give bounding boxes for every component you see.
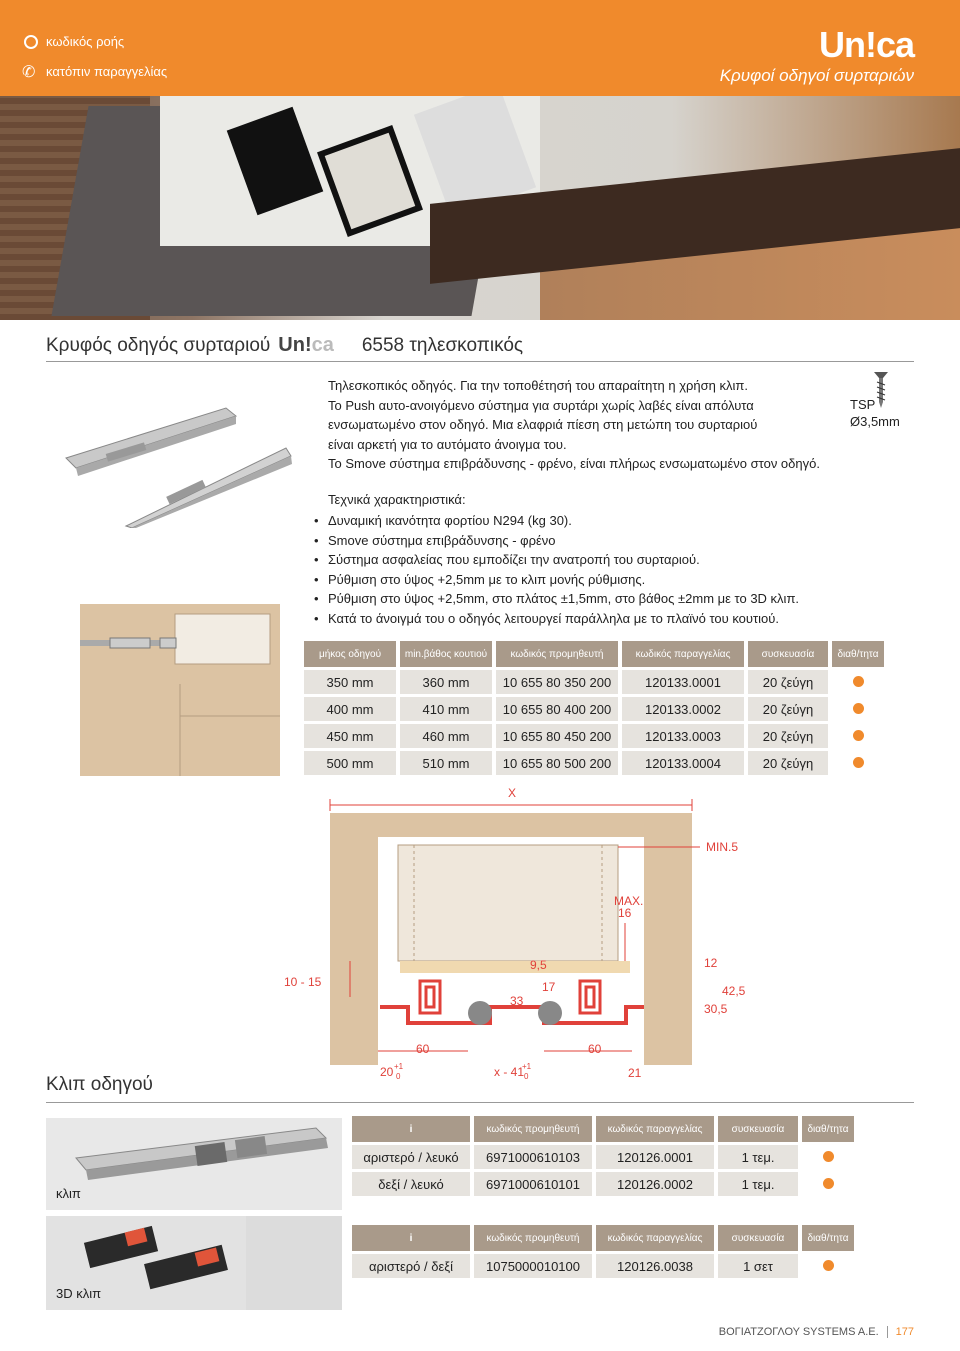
col-order-code: κωδικός παραγγελίας bbox=[622, 641, 744, 667]
feature-item: • Σύστημα ασφαλείας που εμποδίζει την ανατροπή του συρταριού. bbox=[314, 550, 799, 570]
cell-variant: αριστερό / δεξί bbox=[352, 1254, 470, 1278]
cell-min-depth: 510 mm bbox=[400, 751, 492, 775]
col-supplier-code: κωδικός προμηθευτή bbox=[496, 641, 618, 667]
dim-x-minus-41: x - 41 bbox=[494, 1065, 525, 1079]
cell-order-code: 120126.0002 bbox=[596, 1172, 714, 1196]
description-line: είναι αρκετή για το αυτόματο άνοιγμα του. bbox=[328, 436, 567, 452]
cell-supplier-code: 6971000610103 bbox=[474, 1145, 592, 1169]
col-package: συσκευασία bbox=[748, 641, 828, 667]
col-length: μήκος οδηγού bbox=[304, 641, 396, 667]
col-package: συσκευασία bbox=[718, 1116, 798, 1142]
photo-book bbox=[317, 125, 423, 237]
availability-dot-icon bbox=[853, 703, 864, 714]
clip-section-title: Κλιπ οδηγού bbox=[46, 1074, 153, 1095]
rail-product-image bbox=[46, 378, 296, 528]
dim-max-value: 16 bbox=[618, 906, 632, 920]
col-availability: διαθ/τητα bbox=[832, 641, 884, 667]
cell-variant: δεξί / λευκό bbox=[352, 1172, 470, 1196]
clip3d-product-image bbox=[46, 1216, 342, 1310]
cell-order-code: 120133.0004 bbox=[622, 751, 744, 775]
availability-dot-icon bbox=[853, 730, 864, 741]
col-availability: διαθ/τητα bbox=[802, 1225, 854, 1251]
product-brand bbox=[278, 334, 334, 357]
availability-cell bbox=[832, 751, 884, 775]
cell-package: 1 σετ bbox=[718, 1254, 798, 1278]
col-supplier-code: κωδικός προμηθευτή bbox=[474, 1116, 592, 1142]
header-line-2 bbox=[22, 63, 168, 81]
brand-logo: Un!ca bbox=[818, 24, 914, 65]
availability-dot-icon bbox=[853, 757, 864, 768]
table-row bbox=[352, 1145, 854, 1169]
availability-dot-icon bbox=[823, 1260, 834, 1271]
installation-diagram bbox=[280, 785, 780, 1085]
dim-min5-label: MIN.5 bbox=[706, 840, 739, 854]
dim-max-label: MAX. bbox=[614, 894, 644, 908]
availability-cell bbox=[802, 1145, 854, 1169]
feature-item: • Ρύθμιση στο ύψος +2,5mm, στο πλάτος ±1,5mm, στο βάθος ±2mm με το 3D κλιπ. bbox=[314, 589, 799, 609]
dim-60-right: 60 bbox=[588, 1042, 602, 1056]
product-description bbox=[328, 376, 868, 474]
cell-min-depth: 360 mm bbox=[400, 670, 492, 694]
description-line: Το Push αυτο-ανοιγόμενο σύστημα για συρτάρι χωρίς λαβές είναι απόλυτα bbox=[328, 397, 754, 413]
dim-21: 21 bbox=[628, 1066, 642, 1080]
cell-supplier-code: 10 655 80 500 200 bbox=[496, 751, 618, 775]
cell-order-code: 120126.0038 bbox=[596, 1254, 714, 1278]
table-header-row bbox=[352, 1116, 854, 1142]
photo-book bbox=[227, 107, 324, 216]
cell-order-code: 120133.0002 bbox=[622, 697, 744, 721]
dim-x41-tol-zero: 0 bbox=[524, 1072, 529, 1081]
dim-42-5: 42,5 bbox=[722, 984, 746, 998]
cell-order-code: 120133.0001 bbox=[622, 670, 744, 694]
cell-min-depth: 410 mm bbox=[400, 697, 492, 721]
table-row bbox=[352, 1172, 854, 1196]
cell-min-depth: 460 mm bbox=[400, 724, 492, 748]
availability-dot-icon bbox=[853, 676, 864, 687]
table-row bbox=[304, 724, 884, 748]
table-row bbox=[304, 697, 884, 721]
cell-supplier-code: 10 655 80 450 200 bbox=[496, 724, 618, 748]
stock-code-label: κωδικός ροής bbox=[46, 34, 125, 49]
clip-image-label: κλιπ bbox=[56, 1186, 81, 1201]
cell-package: 20 ζεύγη bbox=[748, 724, 828, 748]
cell-supplier-code: 10 655 80 350 200 bbox=[496, 670, 618, 694]
col-min-depth: min.βάθος κουτιού bbox=[400, 641, 492, 667]
info-header-cell bbox=[352, 1116, 470, 1142]
cell-length: 450 mm bbox=[304, 724, 396, 748]
drawer-side-diagram bbox=[80, 604, 280, 776]
cell-supplier-code: 6971000610101 bbox=[474, 1172, 592, 1196]
cell-order-code: 120133.0003 bbox=[622, 724, 744, 748]
phone-icon: ✆ bbox=[22, 63, 36, 81]
page-footer bbox=[719, 1326, 914, 1338]
feature-item: • Smove σύστημα επιβράδυνσης - φρένο bbox=[314, 531, 799, 551]
circle-icon bbox=[24, 35, 38, 49]
header-line-1 bbox=[46, 34, 124, 49]
features-list bbox=[314, 511, 799, 628]
dim-x41-tol-plus: +1 bbox=[522, 1062, 532, 1071]
cell-length: 500 mm bbox=[304, 751, 396, 775]
product-model: 6558 τηλεσκοπικός bbox=[361, 334, 524, 356]
section-divider bbox=[46, 361, 914, 362]
clip-table bbox=[348, 1113, 858, 1199]
brand-part-b: ca bbox=[311, 334, 334, 356]
col-order-code: κωδικός παραγγελίας bbox=[596, 1116, 714, 1142]
cell-package: 1 τεμ. bbox=[718, 1172, 798, 1196]
product-title-text: Κρυφός οδηγός συρταριού bbox=[46, 334, 271, 356]
dim-30-5: 30,5 bbox=[704, 1002, 728, 1016]
cell-supplier-code: 10 655 80 400 200 bbox=[496, 697, 618, 721]
dim-20: 20 bbox=[380, 1065, 394, 1079]
feature-item: • Δυναμική ικανότητα φορτίου N294 (kg 30). bbox=[314, 511, 799, 531]
info-icon: i bbox=[409, 1123, 413, 1135]
table-row bbox=[352, 1254, 854, 1278]
availability-cell bbox=[802, 1254, 854, 1278]
feature-item: • Κατά το άνοιγμά του ο οδηγός λειτουργεί παράλληλα με το πλαϊνό του κουτιού. bbox=[314, 609, 799, 629]
header-subtitle: Κρυφοί οδηγοί συρταριών bbox=[719, 66, 914, 85]
drawer-photo bbox=[0, 96, 960, 320]
availability-cell bbox=[802, 1172, 854, 1196]
table-header-row bbox=[304, 641, 884, 667]
screw-spec bbox=[850, 396, 900, 430]
table-row bbox=[304, 751, 884, 775]
table-row bbox=[304, 670, 884, 694]
clip3d-image-label: 3D κλιπ bbox=[56, 1286, 102, 1301]
features-title: Τεχνικά χαρακτηριστικά: bbox=[328, 492, 466, 507]
product-title bbox=[46, 334, 523, 357]
cell-variant: αριστερό / λευκό bbox=[352, 1145, 470, 1169]
dim-x-label: X bbox=[508, 786, 517, 800]
dim-12: 12 bbox=[704, 956, 718, 970]
cell-package: 20 ζεύγη bbox=[748, 751, 828, 775]
on-order-label: κατόπιν παραγγελίας bbox=[46, 64, 168, 79]
footer-company: ΒΟΓΙΑΤΖΟΓΛΟΥ SYSTEMS A.E. bbox=[718, 1326, 879, 1338]
clip-illustration bbox=[46, 1118, 342, 1210]
col-order-code: κωδικός παραγγελίας bbox=[596, 1225, 714, 1251]
table-header-row bbox=[352, 1225, 854, 1251]
description-line: ενσωματωμένο στον οδηγό. Μια ελαφριά πίεση στη μετώπη του συρταριού bbox=[328, 417, 758, 432]
cell-length: 350 mm bbox=[304, 670, 396, 694]
rails-table bbox=[300, 638, 888, 778]
availability-cell bbox=[832, 697, 884, 721]
brand-part-a: Un! bbox=[278, 334, 312, 356]
cell-package: 20 ζεύγη bbox=[748, 670, 828, 694]
description-line: Τηλεσκοπικός οδηγός. Για την τοποθέτησή του απαραίτητη η χρήση κλιπ. bbox=[328, 378, 748, 393]
screw-type: TSP bbox=[850, 397, 876, 412]
page-number: 177 bbox=[887, 1326, 914, 1338]
feature-item: • Ρύθμιση στο ύψος +2,5mm με το κλιπ μονής ρύθμισης. bbox=[314, 570, 799, 590]
clip-product-image bbox=[46, 1118, 342, 1210]
dim-17: 17 bbox=[542, 980, 556, 994]
page-header bbox=[0, 0, 960, 96]
col-package: συσκευασία bbox=[718, 1225, 798, 1251]
cell-order-code: 120126.0001 bbox=[596, 1145, 714, 1169]
info-icon: i bbox=[409, 1232, 413, 1244]
info-header-cell bbox=[352, 1225, 470, 1251]
availability-dot-icon bbox=[823, 1178, 834, 1189]
col-supplier-code: κωδικός προμηθευτή bbox=[474, 1225, 592, 1251]
cell-package: 20 ζεύγη bbox=[748, 697, 828, 721]
dim-9-5: 9,5 bbox=[530, 958, 547, 972]
cell-package: 1 τεμ. bbox=[718, 1145, 798, 1169]
dim-60-left: 60 bbox=[416, 1042, 430, 1056]
availability-cell bbox=[832, 670, 884, 694]
cell-supplier-code: 1075000010100 bbox=[474, 1254, 592, 1278]
col-availability: διαθ/τητα bbox=[802, 1116, 854, 1142]
dim-20-tol-zero: 0 bbox=[396, 1072, 401, 1081]
clip-divider bbox=[46, 1102, 914, 1103]
dim-20-tol-plus: +1 bbox=[394, 1062, 404, 1071]
availability-cell bbox=[832, 724, 884, 748]
cell-length: 400 mm bbox=[304, 697, 396, 721]
screw-diameter: Ø3,5mm bbox=[850, 414, 900, 429]
availability-dot-icon bbox=[823, 1151, 834, 1162]
clip3d-table bbox=[348, 1222, 858, 1281]
description-line: Το Smove σύστημα επιβράδυνσης - φρένο, είναι πλήρως ενσωματωμένο στον οδηγό. bbox=[328, 456, 820, 471]
dim-10-15-label: 10 - 15 bbox=[284, 975, 322, 989]
dim-33: 33 bbox=[510, 994, 524, 1008]
